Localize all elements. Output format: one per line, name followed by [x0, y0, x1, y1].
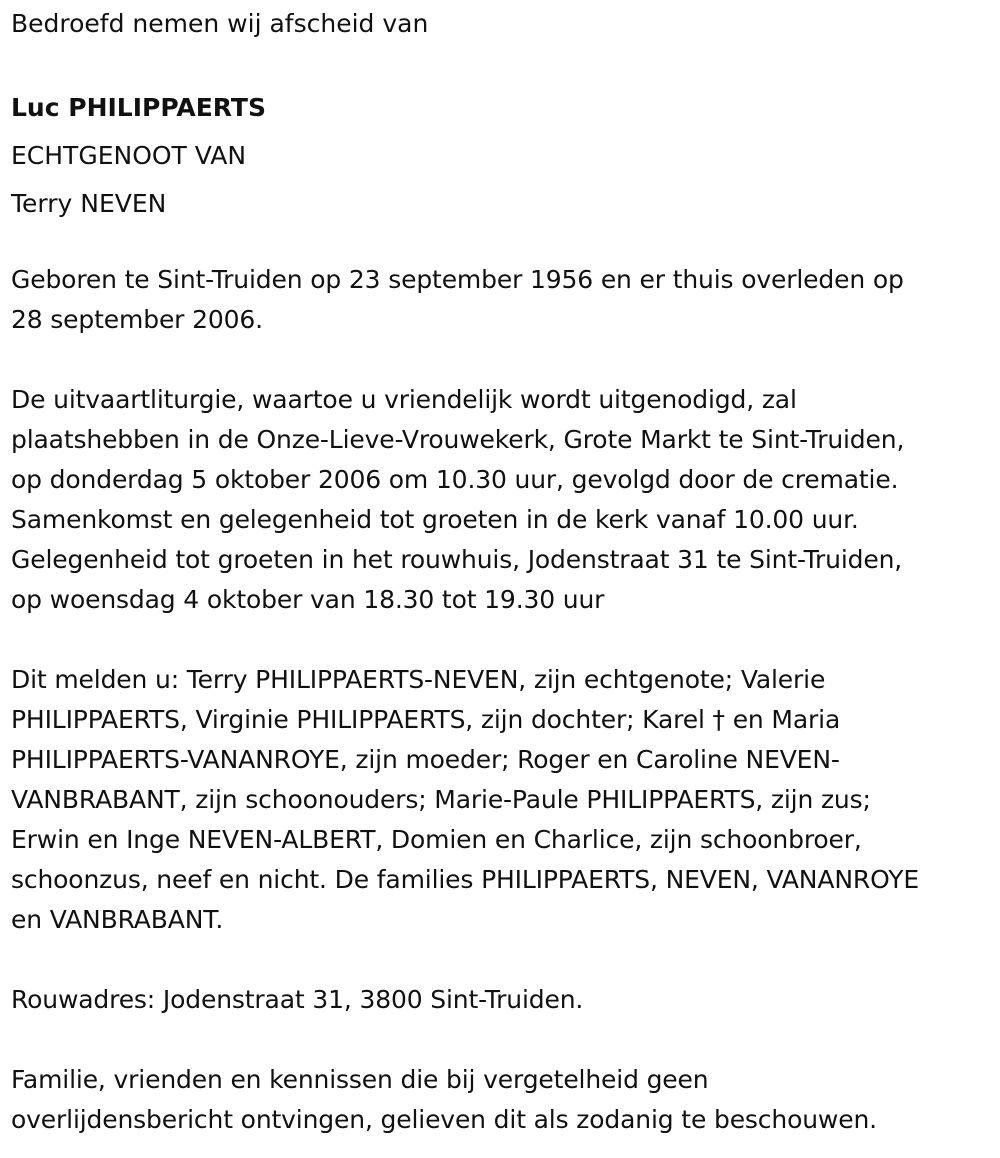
family-paragraph — [11, 660, 991, 940]
text-line: plaatshebben in de Onze-Lieve-Vrouwekerk, Grote Markt te Sint-Truiden, — [11, 425, 905, 454]
name-block — [11, 84, 991, 228]
spouse-name: Terry NEVEN — [11, 189, 167, 218]
text-line: schoonzus, neef en nicht. De families PHILIPPAERTS, NEVEN, VANANROYE — [11, 865, 920, 894]
text-line: op donderdag 5 oktober 2006 om 10.30 uur, gevolgd door de crematie. — [11, 465, 899, 494]
text-line: en VANBRABANT. — [11, 905, 224, 934]
text-line: overlijdensbericht ontvingen, gelieven dit als zodanig te beschouwen. — [11, 1105, 877, 1134]
text-line: Erwin en Inge NEVEN-ALBERT, Domien en Charlice, zijn schoonbroer, — [11, 825, 862, 854]
text-line: Dit melden u: Terry PHILIPPAERTS-NEVEN, zijn echtgenote; Valerie — [11, 665, 826, 694]
mourning-address: Rouwadres: Jodenstraat 31, 3800 Sint-Truiden. — [11, 985, 584, 1014]
intro-text: Bedroefd nemen wij afscheid van — [11, 9, 429, 38]
text-line: Gelegenheid tot groeten in het rouwhuis, Jodenstraat 31 te Sint-Truiden, — [11, 545, 903, 574]
text-line: De uitvaartliturgie, waartoe u vriendelijk wordt uitgenodigd, zal — [11, 385, 797, 414]
text-line: op woensdag 4 oktober van 18.30 tot 19.30 uur — [11, 585, 605, 614]
deceased-name: Luc PHILIPPAERTS — [11, 93, 266, 122]
birth-death-paragraph — [11, 260, 991, 340]
text-line: Geboren te Sint-Truiden op 23 september 1956 en er thuis overleden op — [11, 265, 904, 294]
text-line: Familie, vrienden en kennissen die bij vergetelheid geen — [11, 1065, 709, 1094]
text-line: PHILIPPAERTS-VANANROYE, zijn moeder; Roger en Caroline NEVEN- — [11, 745, 840, 774]
text-line: VANBRABANT, zijn schoonouders; Marie-Paule PHILIPPAERTS, zijn zus; — [11, 785, 871, 814]
closing-paragraph — [11, 1060, 991, 1140]
relation-label: ECHTGENOOT VAN — [11, 141, 247, 170]
text-line: Samenkomst en gelegenheid tot groeten in de kerk vanaf 10.00 uur. — [11, 505, 859, 534]
text-line: 28 september 2006. — [11, 305, 263, 334]
text-line: PHILIPPAERTS, Virginie PHILIPPAERTS, zijn dochter; Karel † en Maria — [11, 705, 841, 734]
obituary-notice — [11, 4, 991, 1140]
ceremony-paragraph — [11, 380, 991, 620]
